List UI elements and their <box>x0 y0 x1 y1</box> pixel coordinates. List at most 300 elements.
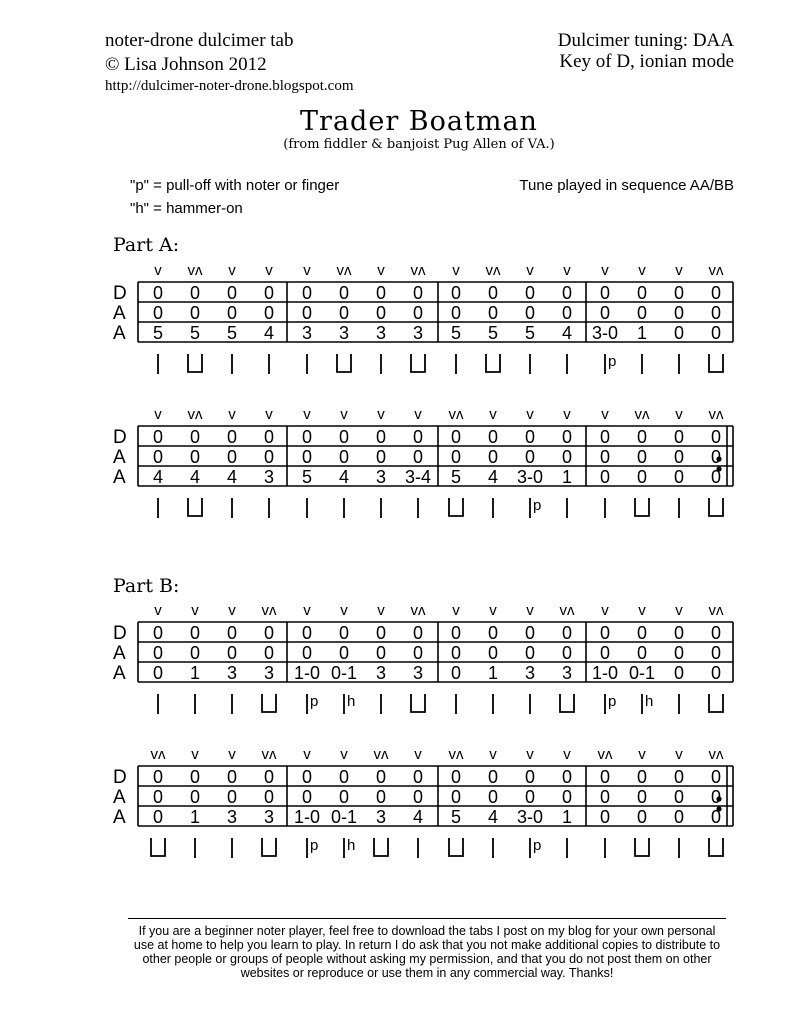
fret-number: 0 <box>450 303 462 323</box>
rhythm-pair <box>709 354 723 372</box>
fret-number: 0 <box>338 283 350 303</box>
fret-number: 0 <box>412 447 424 467</box>
fret-number: 0 <box>636 643 648 663</box>
fret-number: 0 <box>450 283 462 303</box>
fret-number: 0 <box>524 303 536 323</box>
fret-number: 0 <box>263 767 275 787</box>
strum-mark: vʌ <box>634 406 650 423</box>
strum-mark: vʌ <box>261 602 277 619</box>
fret-number: 5 <box>301 467 313 487</box>
strum-mark: v <box>303 406 311 423</box>
strum-mark: v <box>228 746 236 763</box>
sequence-note: Tune played in sequence AA/BB <box>519 177 734 194</box>
fret-number: 0 <box>189 447 201 467</box>
fret-number: 0 <box>301 283 313 303</box>
fret-number: 0 <box>710 643 722 663</box>
fret-number: 0 <box>412 303 424 323</box>
fret-number: 0 <box>524 643 536 663</box>
technique-mark: h <box>347 693 356 710</box>
fret-number: 0 <box>152 427 164 447</box>
technique-mark: p <box>533 837 542 854</box>
string-label-a: A <box>113 663 126 684</box>
fret-number: 4 <box>412 807 424 827</box>
string-label-d: D <box>113 623 127 644</box>
strum-mark: v <box>601 262 609 279</box>
fret-number: 0 <box>487 303 499 323</box>
fret-number: 0 <box>152 643 164 663</box>
strum-mark: vʌ <box>448 406 464 423</box>
fret-number: 0 <box>226 447 238 467</box>
fret-number: 0 <box>301 427 313 447</box>
fret-number: 0 <box>226 767 238 787</box>
fret-number: 0 <box>450 643 462 663</box>
fret-number: 3-0 <box>516 467 544 487</box>
rhythm-pair <box>262 694 276 712</box>
strum-mark: v <box>489 602 497 619</box>
fret-number: 0 <box>710 447 722 467</box>
part-b-label: Part B: <box>113 575 180 597</box>
strum-mark: v <box>154 406 162 423</box>
fret-number: 3 <box>375 467 387 487</box>
fret-number: 0 <box>487 643 499 663</box>
fret-number: 0 <box>450 427 462 447</box>
string-label-a: A <box>113 807 126 828</box>
fret-number: 0 <box>487 787 499 807</box>
fret-number: 1-0 <box>293 807 321 827</box>
fret-number: 0 <box>636 623 648 643</box>
string-label-a: A <box>113 787 126 808</box>
strum-mark: v <box>526 406 534 423</box>
fret-number: 3 <box>375 807 387 827</box>
strum-mark: vʌ <box>559 602 575 619</box>
fret-number: 0 <box>524 447 536 467</box>
fret-number: 0 <box>375 787 387 807</box>
strum-mark: v <box>303 262 311 279</box>
fret-number: 0 <box>599 787 611 807</box>
fret-number: 0 <box>599 427 611 447</box>
strum-mark: v <box>377 406 385 423</box>
fret-number: 5 <box>524 323 536 343</box>
rhythm-pair <box>374 838 388 856</box>
fret-number: 4 <box>561 323 573 343</box>
fret-number: 0 <box>710 807 722 827</box>
fret-number: 0 <box>710 787 722 807</box>
fret-number: 0 <box>561 623 573 643</box>
string-label-a: A <box>113 467 126 488</box>
fret-number: 0 <box>226 787 238 807</box>
technique-mark: h <box>347 837 356 854</box>
fret-number: 0 <box>263 787 275 807</box>
fret-number: 0 <box>710 467 722 487</box>
fret-number: 0 <box>673 663 685 683</box>
fret-number: 0 <box>599 303 611 323</box>
fret-number: 0 <box>226 623 238 643</box>
string-label-a: A <box>113 303 126 324</box>
fret-number: 0 <box>524 427 536 447</box>
fret-number: 0 <box>189 623 201 643</box>
rhythm-pair <box>411 694 425 712</box>
strum-mark: vʌ <box>187 262 203 279</box>
strum-mark: v <box>601 602 609 619</box>
strum-mark: v <box>526 602 534 619</box>
strum-mark: v <box>638 746 646 763</box>
fret-number: 0 <box>226 427 238 447</box>
fret-number: 0 <box>263 283 275 303</box>
fret-number: 0 <box>375 427 387 447</box>
fret-number: 0 <box>599 447 611 467</box>
rhythm-pair <box>709 694 723 712</box>
fret-number: 0 <box>524 787 536 807</box>
fret-number: 0 <box>636 427 648 447</box>
fret-number: 5 <box>226 323 238 343</box>
fret-number: 3 <box>263 663 275 683</box>
strum-mark: v <box>563 262 571 279</box>
page-subtitle: (from fiddler & banjoist Pug Allen of VA.) <box>283 137 555 152</box>
fret-number: 0 <box>561 283 573 303</box>
fret-number: 0 <box>375 447 387 467</box>
fret-number: 0 <box>487 283 499 303</box>
fret-number: 0 <box>636 767 648 787</box>
strum-mark: vʌ <box>410 602 426 619</box>
fret-number: 0 <box>673 467 685 487</box>
fret-number: 0 <box>599 643 611 663</box>
strum-mark: vʌ <box>708 262 724 279</box>
fret-number: 0 <box>636 303 648 323</box>
strum-mark: v <box>563 746 571 763</box>
strum-mark: v <box>154 602 162 619</box>
fret-number: 0 <box>189 767 201 787</box>
fret-number: 4 <box>487 467 499 487</box>
fret-number: 3 <box>375 663 387 683</box>
fret-number: 0 <box>412 283 424 303</box>
strum-mark: v <box>489 746 497 763</box>
technique-mark: h <box>645 693 654 710</box>
rhythm-pair <box>337 354 351 372</box>
strum-mark: vʌ <box>597 746 613 763</box>
strum-mark: v <box>340 406 348 423</box>
fret-number: 0 <box>636 467 648 487</box>
fret-number: 0 <box>152 663 164 683</box>
string-label-d: D <box>113 427 127 448</box>
fret-number: 5 <box>450 807 462 827</box>
rhythm-pair <box>449 498 463 516</box>
strum-mark: vʌ <box>708 746 724 763</box>
fret-number: 0 <box>673 303 685 323</box>
usage-notice: If you are a beginner noter player, feel free to download the tabs I post on my blog for your own personal use at home to help you learn to play. In return I do ask that you not make additional copies to distribute to other people or groups of people without asking my permission, and that you do not post them on other websites or reproduce or use them in any commercial way. Thanks! <box>128 918 726 980</box>
fret-number: 0 <box>450 787 462 807</box>
fret-number: 0 <box>710 623 722 643</box>
string-label-a: A <box>113 643 126 664</box>
fret-number: 4 <box>263 323 275 343</box>
fret-number: 0 <box>152 283 164 303</box>
fret-number: 0 <box>599 767 611 787</box>
fret-number: 0 <box>189 643 201 663</box>
fret-number: 0 <box>710 427 722 447</box>
blog-caption: noter-drone dulcimer tab <box>105 30 294 51</box>
fret-number: 0 <box>375 643 387 663</box>
strum-mark: vʌ <box>261 746 277 763</box>
strum-mark: vʌ <box>485 262 501 279</box>
fret-number: 0 <box>450 447 462 467</box>
fret-number: 3 <box>226 807 238 827</box>
strum-mark: vʌ <box>150 746 166 763</box>
fret-number: 0 <box>412 623 424 643</box>
fret-number: 1 <box>189 807 201 827</box>
fret-number: 0 <box>710 303 722 323</box>
fret-number: 0 <box>412 643 424 663</box>
fret-number: 0 <box>263 427 275 447</box>
strum-mark: v <box>228 262 236 279</box>
string-label-a: A <box>113 323 126 344</box>
fret-number: 0 <box>301 767 313 787</box>
fret-number: 0 <box>338 787 350 807</box>
fret-number: 3 <box>375 323 387 343</box>
rhythm-pair <box>411 354 425 372</box>
fret-number: 0 <box>338 447 350 467</box>
fret-number: 3 <box>412 323 424 343</box>
technique-mark: p <box>310 693 319 710</box>
strum-mark: v <box>377 602 385 619</box>
fret-number: 3 <box>524 663 536 683</box>
strum-mark: v <box>526 746 534 763</box>
strum-mark: v <box>340 746 348 763</box>
fret-number: 0 <box>450 623 462 643</box>
strum-mark: v <box>340 602 348 619</box>
fret-number: 0 <box>375 303 387 323</box>
fret-number: 5 <box>152 323 164 343</box>
fret-number: 0 <box>189 427 201 447</box>
fret-number: 0 <box>301 643 313 663</box>
fret-number: 0 <box>412 787 424 807</box>
fret-number: 0 <box>152 787 164 807</box>
fret-number: 0 <box>152 447 164 467</box>
fret-number: 0 <box>710 767 722 787</box>
fret-number: 4 <box>338 467 350 487</box>
fret-number: 0 <box>710 663 722 683</box>
strum-mark: v <box>601 406 609 423</box>
fret-number: 0 <box>561 303 573 323</box>
strum-mark: v <box>191 602 199 619</box>
fret-number: 0 <box>524 283 536 303</box>
fret-number: 0 <box>338 643 350 663</box>
fret-number: 0 <box>152 303 164 323</box>
fret-number: 1 <box>636 323 648 343</box>
strum-mark: vʌ <box>448 746 464 763</box>
fret-number: 0 <box>673 427 685 447</box>
strum-mark: v <box>675 746 683 763</box>
fret-number: 0 <box>673 283 685 303</box>
fret-number: 0 <box>524 623 536 643</box>
tuning-info: Dulcimer tuning: DAA <box>557 30 734 51</box>
string-label-d: D <box>113 767 127 788</box>
technique-mark: p <box>608 693 617 710</box>
fret-number: 3 <box>412 663 424 683</box>
technique-mark: p <box>608 353 617 370</box>
fret-number: 0 <box>561 447 573 467</box>
fret-number: 0 <box>189 303 201 323</box>
fret-number: 0 <box>561 767 573 787</box>
fret-number: 0 <box>375 283 387 303</box>
fret-number: 4 <box>152 467 164 487</box>
strum-mark: vʌ <box>708 602 724 619</box>
fret-number: 0 <box>338 767 350 787</box>
fret-number: 0 <box>450 767 462 787</box>
rhythm-pair <box>486 354 500 372</box>
technique-mark: p <box>533 497 542 514</box>
strum-mark: v <box>675 406 683 423</box>
strum-mark: v <box>265 406 273 423</box>
strum-mark: vʌ <box>410 262 426 279</box>
technique-mark: p <box>310 837 319 854</box>
strum-mark: vʌ <box>336 262 352 279</box>
fret-number: 0 <box>673 767 685 787</box>
strum-mark: v <box>303 602 311 619</box>
hammer-on-legend: "h" = hammer-on <box>130 200 243 217</box>
fret-number: 3 <box>301 323 313 343</box>
fret-number: 1-0 <box>591 663 619 683</box>
strum-mark: v <box>563 406 571 423</box>
fret-number: 4 <box>487 807 499 827</box>
fret-number: 3 <box>263 807 275 827</box>
fret-number: 0 <box>152 767 164 787</box>
fret-number: 0 <box>599 283 611 303</box>
fret-number: 4 <box>226 467 238 487</box>
fret-number: 0 <box>412 767 424 787</box>
fret-number: 0-1 <box>628 663 656 683</box>
string-label-a: A <box>113 447 126 468</box>
fret-number: 0-1 <box>330 807 358 827</box>
fret-number: 5 <box>450 323 462 343</box>
strum-mark: v <box>228 602 236 619</box>
fret-number: 0 <box>487 623 499 643</box>
fret-number: 0 <box>673 787 685 807</box>
fret-number: 0 <box>487 767 499 787</box>
fret-number: 0 <box>599 807 611 827</box>
fret-number: 3-0 <box>516 807 544 827</box>
fret-number: 0 <box>375 623 387 643</box>
fret-number: 3-0 <box>591 323 619 343</box>
fret-number: 0 <box>301 447 313 467</box>
fret-number: 0 <box>599 623 611 643</box>
strum-mark: v <box>675 262 683 279</box>
fret-number: 0 <box>375 767 387 787</box>
fret-number: 0 <box>263 623 275 643</box>
fret-number: 0 <box>301 787 313 807</box>
strum-mark: v <box>638 262 646 279</box>
fret-number: 0 <box>189 787 201 807</box>
fret-number: 5 <box>450 467 462 487</box>
fret-number: 0 <box>599 467 611 487</box>
fret-number: 0 <box>673 623 685 643</box>
copyright: © Lisa Johnson 2012 <box>105 54 267 75</box>
fret-number: 0 <box>338 303 350 323</box>
fret-number: 0 <box>524 767 536 787</box>
strum-mark: v <box>303 746 311 763</box>
strum-mark: vʌ <box>373 746 389 763</box>
blog-url: http://dulcimer-noter-drone.blogspot.com <box>105 78 354 94</box>
rhythm-pair <box>709 498 723 516</box>
strum-mark: v <box>452 602 460 619</box>
fret-number: 0 <box>338 623 350 643</box>
fret-number: 0 <box>412 427 424 447</box>
fret-number: 5 <box>189 323 201 343</box>
fret-number: 0 <box>263 643 275 663</box>
fret-number: 0 <box>561 427 573 447</box>
fret-number: 0 <box>636 787 648 807</box>
fret-number: 0 <box>338 427 350 447</box>
strum-mark: v <box>675 602 683 619</box>
fret-number: 0 <box>636 447 648 467</box>
fret-number: 3 <box>226 663 238 683</box>
fret-number: 5 <box>487 323 499 343</box>
fret-number: 3 <box>561 663 573 683</box>
rhythm-pair <box>188 498 202 516</box>
strum-mark: v <box>489 406 497 423</box>
fret-number: 0 <box>226 283 238 303</box>
fret-number: 0 <box>636 807 648 827</box>
fret-number: 0 <box>487 447 499 467</box>
strum-mark: vʌ <box>187 406 203 423</box>
pull-off-legend: "p" = pull-off with noter or finger <box>130 177 340 194</box>
strum-mark: v <box>414 406 422 423</box>
part-a-label: Part A: <box>113 234 180 256</box>
fret-number: 0 <box>487 427 499 447</box>
fret-number: 0 <box>673 807 685 827</box>
rhythm-pair <box>151 838 165 856</box>
fret-number: 1 <box>561 467 573 487</box>
strum-mark: v <box>414 746 422 763</box>
fret-number: 0 <box>263 303 275 323</box>
fret-number: 0 <box>450 663 462 683</box>
fret-number: 0 <box>189 283 201 303</box>
fret-number: 0 <box>152 807 164 827</box>
page-title: Trader Boatman <box>300 106 538 137</box>
strum-mark: v <box>191 746 199 763</box>
fret-number: 3-4 <box>404 467 432 487</box>
fret-number: 0-1 <box>330 663 358 683</box>
rhythm-pair <box>188 354 202 372</box>
fret-number: 0 <box>673 323 685 343</box>
fret-number: 1 <box>189 663 201 683</box>
rhythm-pair <box>709 838 723 856</box>
fret-number: 0 <box>226 303 238 323</box>
fret-number: 0 <box>301 623 313 643</box>
fret-number: 0 <box>673 447 685 467</box>
fret-number: 1 <box>487 663 499 683</box>
strum-mark: v <box>265 262 273 279</box>
strum-mark: v <box>377 262 385 279</box>
fret-number: 0 <box>636 283 648 303</box>
strum-mark: v <box>526 262 534 279</box>
fret-number: 0 <box>561 787 573 807</box>
strum-mark: v <box>638 602 646 619</box>
fret-number: 3 <box>263 467 275 487</box>
strum-mark: v <box>452 262 460 279</box>
strum-mark: vʌ <box>708 406 724 423</box>
fret-number: 0 <box>710 283 722 303</box>
fret-number: 0 <box>710 323 722 343</box>
fret-number: 1 <box>561 807 573 827</box>
strum-mark: v <box>154 262 162 279</box>
fret-number: 0 <box>301 303 313 323</box>
rhythm-pair <box>635 498 649 516</box>
strum-mark: v <box>228 406 236 423</box>
rhythm-pair <box>449 838 463 856</box>
fret-number: 1-0 <box>293 663 321 683</box>
fret-number: 0 <box>152 623 164 643</box>
rhythm-pair <box>560 694 574 712</box>
string-label-d: D <box>113 283 127 304</box>
